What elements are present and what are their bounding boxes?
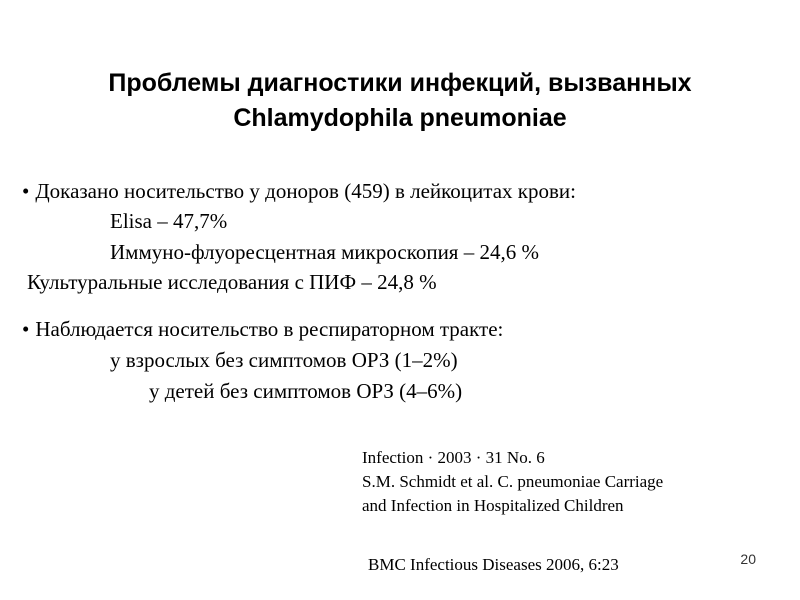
- slide-title: [0, 66, 800, 136]
- bullet-1-sub-3: Культуральные исследования с ПИФ – 24,8 %: [27, 270, 437, 294]
- bullet-2-text: Наблюдается носительство в респираторном тракте:: [35, 317, 504, 341]
- slide-title-line-1: Проблемы диагностики инфекций, вызванных: [108, 69, 692, 97]
- bullet-1-sub-2: Иммуно-флуоресцентная микроскопия – 24,6 %: [110, 240, 539, 264]
- reference-1-line-1: Infection · 2003 · 31 No. 6: [362, 448, 545, 467]
- bullet-2-sub-2: у детей без симптомов ОРЗ (4–6%): [149, 379, 463, 403]
- reference-1: [362, 446, 663, 518]
- bullet-2: [22, 317, 503, 341]
- reference-2: BMC Infectious Diseases 2006, 6:23: [368, 555, 619, 574]
- bullet-marker: •: [22, 317, 30, 341]
- reference-1-line-3: and Infection in Hospitalized Children: [362, 496, 624, 515]
- slide-number: 20: [740, 551, 756, 567]
- bullet-2-sub-1: у взрослых без симптомов ОРЗ (1–2%): [110, 348, 458, 372]
- slide-title-line-2: Chlamydophila pneumoniae: [233, 104, 567, 132]
- reference-1-line-2: S.M. Schmidt et al. C. pneumoniae Carriage: [362, 472, 664, 491]
- bullet-1-sub-1: Elisa – 47,7%: [110, 209, 228, 233]
- bullet-1: [22, 179, 576, 203]
- bullet-1-text: Доказано носительство у доноров (459) в лейкоцитах крови:: [35, 179, 576, 203]
- bullet-marker: •: [22, 179, 30, 203]
